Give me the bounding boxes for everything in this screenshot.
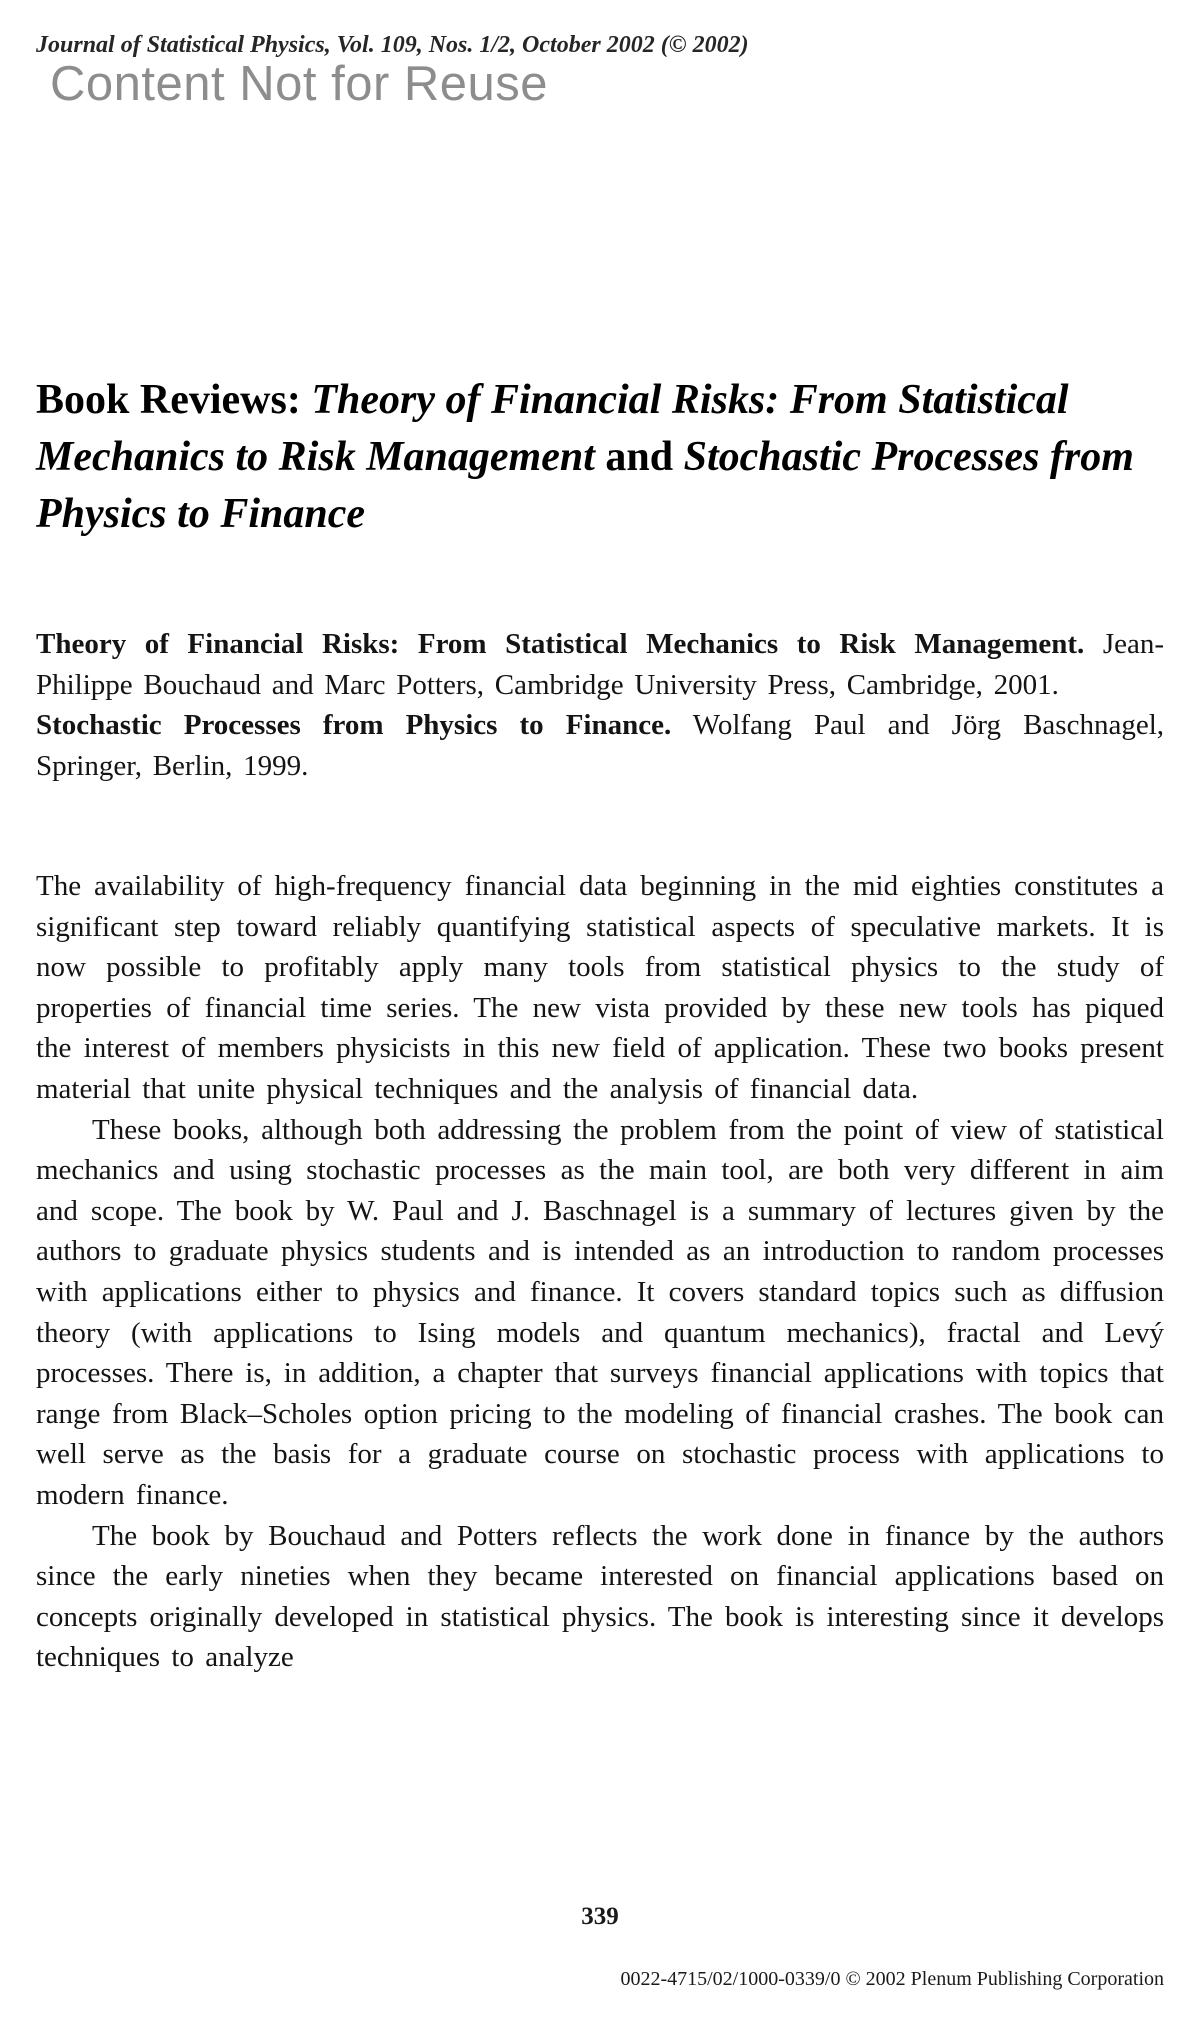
citation-item bbox=[36, 705, 1164, 786]
title-book1: Theory of Financial Risks: From Statistical Mechanics to Risk Management bbox=[36, 377, 1069, 480]
citation-book-title: Theory of Financial Risks: From Statistical Mechanics to Risk Management. bbox=[36, 628, 1085, 660]
citation-details: Wolfang Paul and Jörg Baschnagel, Springer, Berlin, 1999. bbox=[36, 709, 1164, 782]
content-watermark: Content Not for Reuse bbox=[50, 57, 549, 111]
title-conjunction: and bbox=[594, 434, 684, 480]
review-body bbox=[36, 866, 1164, 1678]
citation-details: Jean-Philippe Bouchaud and Marc Potters, Cambridge University Press, Cambridge, 2001. bbox=[36, 628, 1164, 701]
journal-running-head: Journal of Statistical Physics, Vol. 109, Nos. 1/2, October 2002 (© 2002) bbox=[36, 32, 749, 58]
issn-copyright-line: 0022-4715/02/1000-0339/0 © 2002 Plenum Publishing Corporation bbox=[620, 1968, 1164, 1990]
page-title bbox=[36, 372, 1164, 543]
book-citations bbox=[36, 624, 1164, 786]
citation-item bbox=[36, 624, 1164, 705]
title-book2: Stochastic Processes from Physics to Finance bbox=[36, 434, 1134, 537]
body-paragraph: The availability of high-frequency financial data beginning in the mid eighties constitutes a significant step toward reliably quantifying statistical aspects of speculative markets. It is now possible to profitably apply many tools from statistical physics to the study of properties of financial time series. The new vista provided by these new tools has piqued the interest of members physicists in this new field of application. These two books present material that unite physical techniques and the analysis of financial data. bbox=[36, 870, 1164, 1105]
title-prefix: Book Reviews: bbox=[36, 377, 312, 423]
body-paragraph: The book by Bouchaud and Potters reflects the work done in finance by the authors since the early nineties when they became interested on financial applications based on concepts originally developed in statistical physics. The book is interesting since it develops techniques to analyze bbox=[36, 1519, 1164, 1674]
body-paragraph: These books, although both addressing the problem from the point of view of statistical mechanics and using stochastic processes as the main tool, are both very different in aim and scope. The book by W. Paul and J. Baschnagel is a summary of lectures given by the authors to graduate physics students and is intended as an introduction to random processes with applications either to physics and finance. It covers standard topics such as diffusion theory (with applications to Ising models and quantum mechanics), fractal and Levý processes. There is, in addition, a chapter that surveys financial applications with topics that range from Black–Scholes option pricing to the modeling of financial crashes. The book can well serve as the basis for a graduate course on stochastic process with applications to modern finance. bbox=[36, 1113, 1164, 1511]
page-number: 339 bbox=[581, 1903, 619, 1930]
citation-book-title: Stochastic Processes from Physics to Finance. bbox=[36, 709, 672, 742]
